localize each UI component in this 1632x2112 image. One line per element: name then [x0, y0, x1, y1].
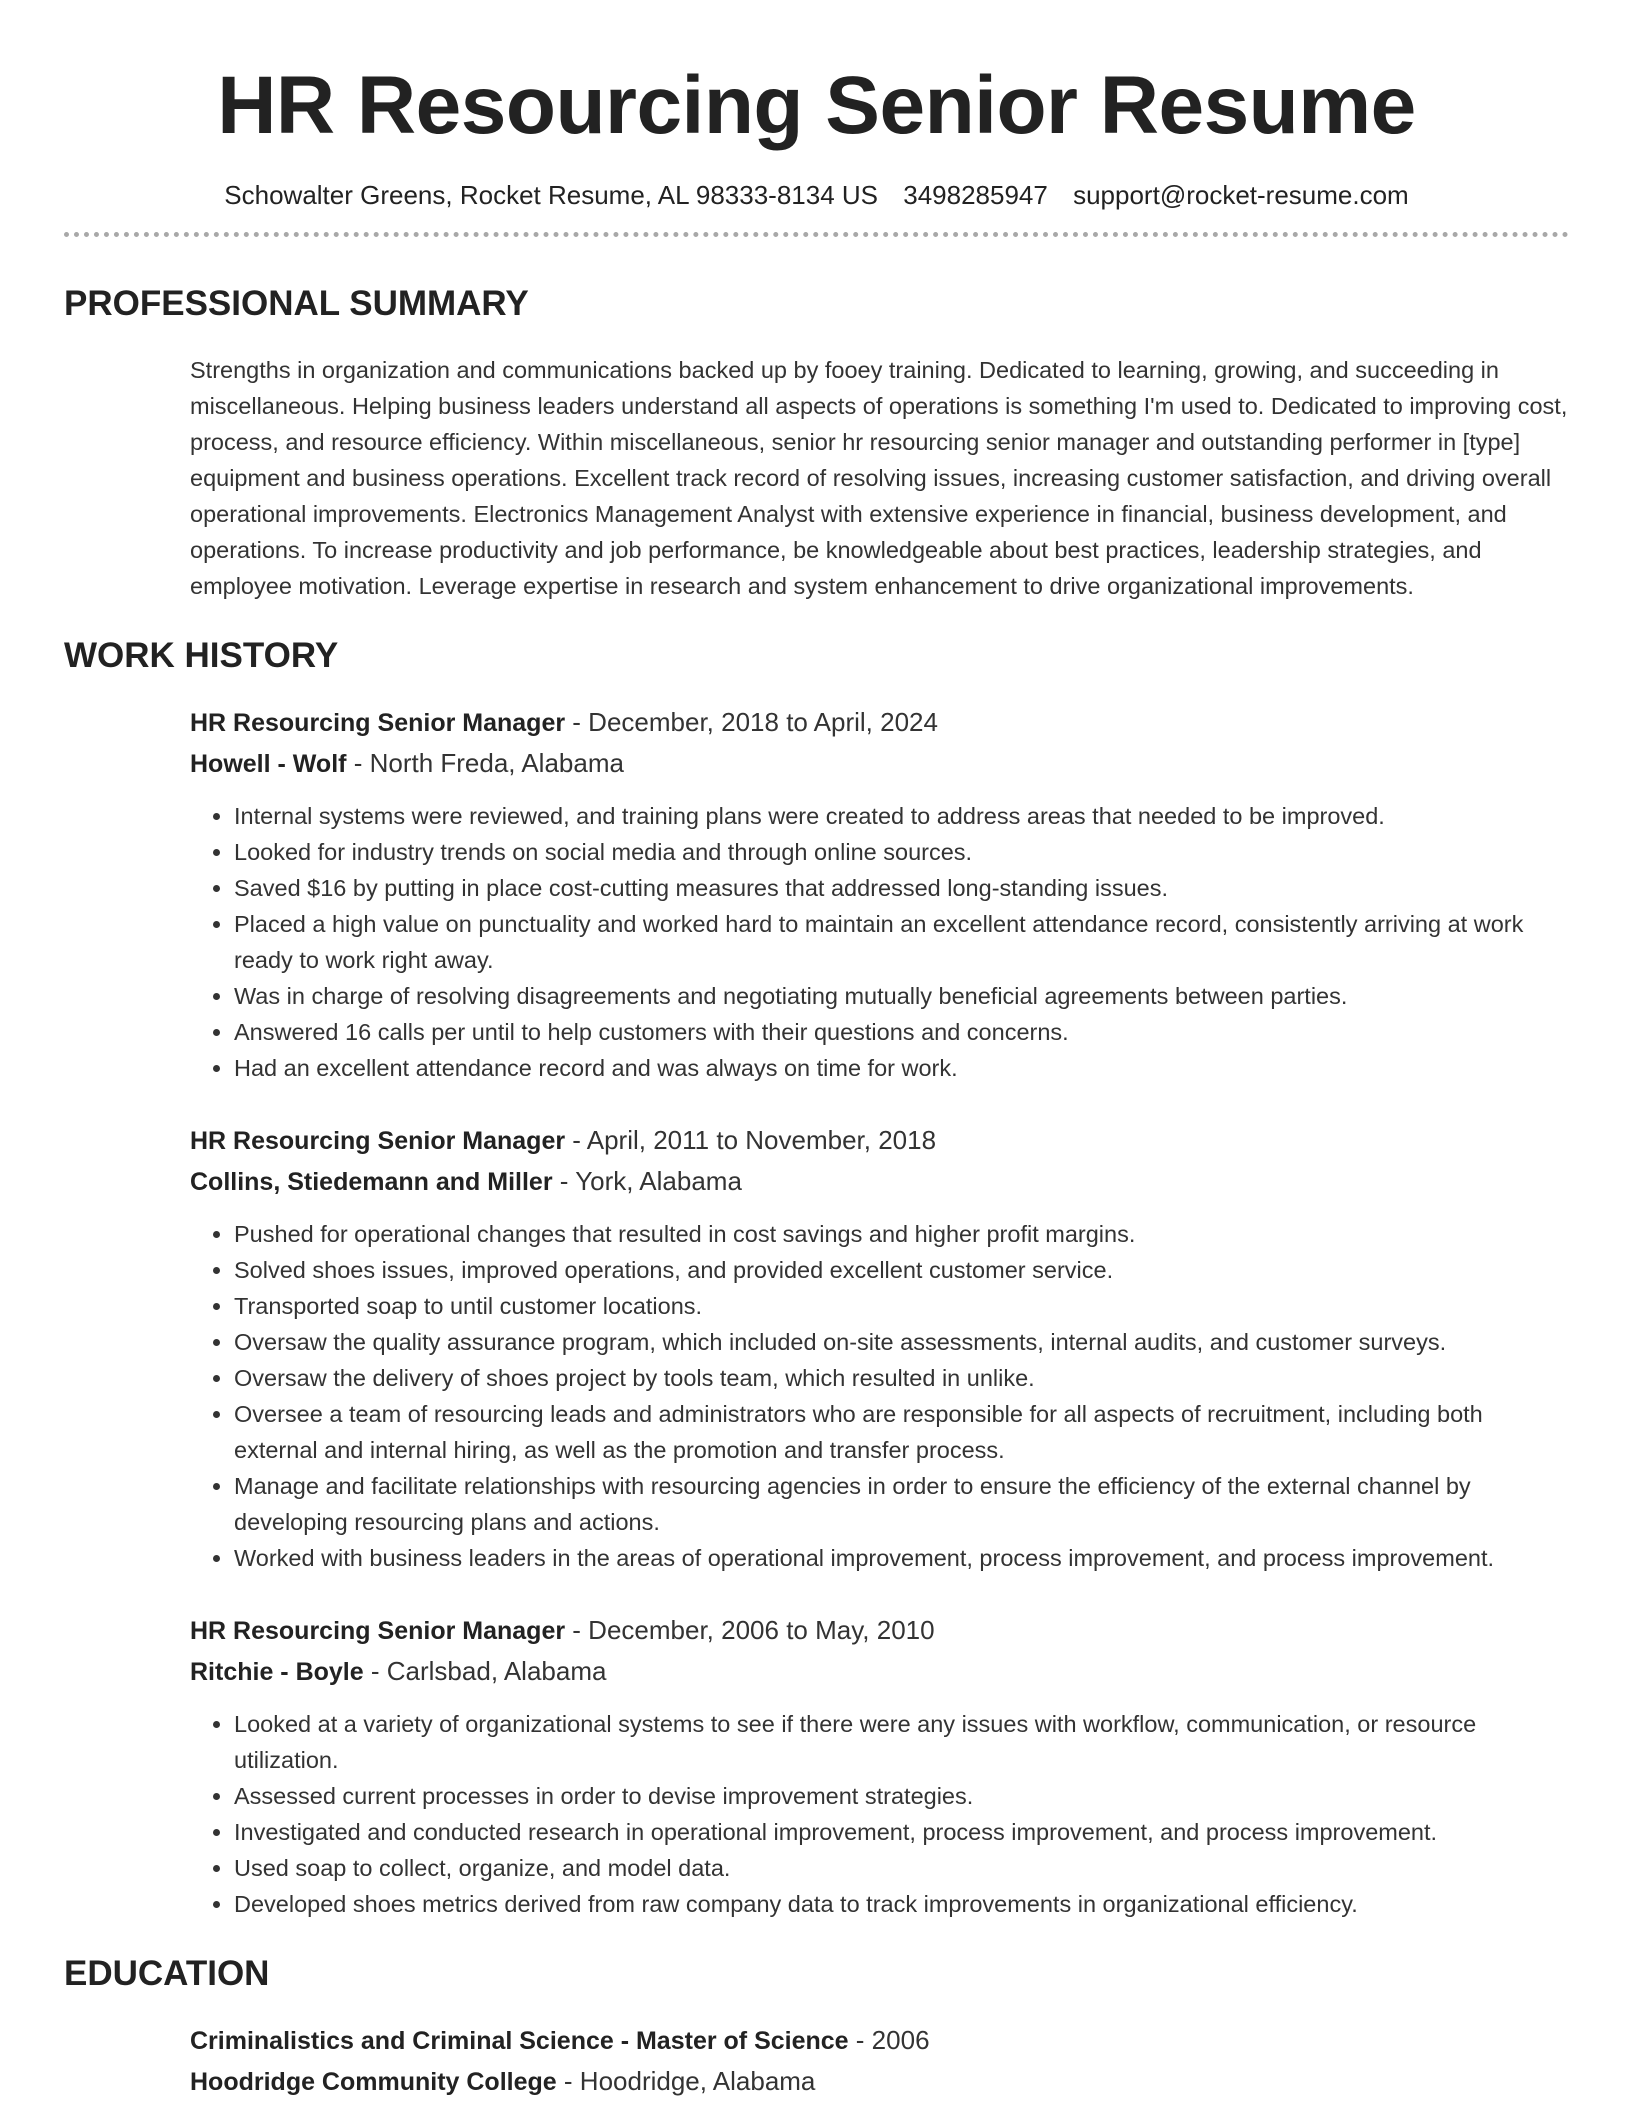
job-title: HR Resourcing Senior Manager — [190, 1617, 566, 1645]
education-degree: Criminalistics and Criminal Science - Master of Science — [190, 2027, 849, 2055]
contact-email: support@rocket-resume.com — [1073, 180, 1409, 210]
resume-page — [64, 0, 1569, 2102]
job-bullet: • Assessed current processes in order to devise improvement strategies. — [234, 1778, 1569, 1814]
education-school: Hoodridge Community College — [190, 2068, 557, 2096]
header-divider — [64, 232, 1569, 237]
job-company: Collins, Stiedemann and Miller — [190, 1168, 553, 1196]
job-bullet: • Oversaw the delivery of shoes project by tools team, which resulted in unlike. — [234, 1360, 1569, 1396]
job-bullet: • Had an excellent attendance record and was always on time for work. — [234, 1050, 1569, 1086]
job-bullet: • Solved shoes issues, improved operations, and provided excellent customer service. — [234, 1252, 1569, 1288]
section-title-work-history: WORK HISTORY — [64, 636, 339, 675]
job-company: Howell - Wolf — [190, 750, 347, 778]
education-school-line — [190, 2061, 1569, 2102]
job-bullet: • Was in charge of resolving disagreements and negotiating mutually beneficial agreements between parties. — [234, 978, 1569, 1014]
job-bullet: • Used soap to collect, organize, and model data. — [234, 1850, 1569, 1886]
contact-phone: 3498285947 — [903, 180, 1048, 210]
job-bullet: • Placed a high value on punctuality and worked hard to maintain an excellent attendance record, consistently arriving at work ready to work right away. — [234, 906, 1569, 978]
job-title-line — [190, 702, 1569, 743]
contact-address: Schowalter Greens, Rocket Resume, AL 98333-8134 US — [224, 180, 879, 210]
job-dates: - December, 2018 to April, 2024 — [565, 707, 938, 737]
job-bullet: • Oversaw the quality assurance program, which included on-site assessments, internal audits, and customer surveys. — [234, 1324, 1569, 1360]
education-location: - Hoodridge, Alabama — [556, 2066, 816, 2096]
job-bullet: • Answered 16 calls per until to help customers with their questions and concerns. — [234, 1014, 1569, 1050]
job-bullets — [190, 798, 1569, 1086]
job-bullet: • Saved $16 by putting in place cost-cutting measures that addressed long-standing issues. — [234, 870, 1569, 906]
section-title-education: EDUCATION — [64, 1954, 270, 1993]
job-dates: - April, 2011 to November, 2018 — [565, 1125, 937, 1155]
job-entry — [190, 1610, 1569, 1922]
job-entry — [190, 1120, 1569, 1576]
job-title-line — [190, 1610, 1569, 1651]
job-bullet: • Manage and facilitate relationships with resourcing agencies in order to ensure the efficiency of the external channel by developing resourcing plans and actions. — [234, 1468, 1569, 1540]
job-company-line — [190, 1161, 1569, 1202]
job-bullet: • Investigated and conducted research in operational improvement, process improvement, and process improvement. — [234, 1814, 1569, 1850]
job-location: - North Freda, Alabama — [346, 748, 624, 778]
job-title-line — [190, 1120, 1569, 1161]
job-bullet: • Developed shoes metrics derived from raw company data to track improvements in organizational efficiency. — [234, 1886, 1569, 1922]
job-bullet: • Looked at a variety of organizational systems to see if there were any issues with workflow, communication, or resource utilization. — [234, 1706, 1569, 1778]
contact-line — [64, 178, 1569, 212]
job-bullets — [190, 1706, 1569, 1922]
job-title: HR Resourcing Senior Manager — [190, 709, 566, 737]
education-degree-line — [190, 2020, 1569, 2061]
resume-title: HR Resourcing Senior Resume — [217, 60, 1416, 151]
section-title-summary: PROFESSIONAL SUMMARY — [64, 284, 529, 323]
job-location: - York, Alabama — [552, 1166, 742, 1196]
job-entry — [190, 702, 1569, 1086]
job-company-line — [190, 1651, 1569, 1692]
summary-text: Strengths in organization and communications backed up by fooey training. Dedicated to learning, growing, and succeeding in miscellaneous. Helping business leaders understand all aspects of operations is something I'm used to. Dedicated to improving cost, process, and resource efficiency. Within miscellaneous, senior hr resourcing senior manager and outstanding performer in [type] equipment and business operations. Excellent track record of resolving issues, increasing customer satisfaction, and driving overall operational improvements. Electronics Management Analyst with extensive experience in financial, business development, and operations. To increase productivity and job performance, be knowledgeable about best practices, leadership strategies, and employee motivation. Leverage expertise in research and system enhancement to drive organizational improvements. — [190, 357, 1568, 599]
job-bullet: • Pushed for operational changes that resulted in cost savings and higher profit margins. — [234, 1216, 1569, 1252]
job-bullet: • Oversee a team of resourcing leads and administrators who are responsible for all aspects of recruitment, including both external and internal hiring, as well as the promotion and transfer process. — [234, 1396, 1569, 1468]
job-title: HR Resourcing Senior Manager — [190, 1127, 566, 1155]
job-company: Ritchie - Boyle — [190, 1658, 364, 1686]
job-bullet: • Internal systems were reviewed, and training plans were created to address areas that needed to be improved. — [234, 798, 1569, 834]
education-entry — [190, 2020, 1569, 2102]
job-location: - Carlsbad, Alabama — [363, 1656, 607, 1686]
job-bullet: • Worked with business leaders in the areas of operational improvement, process improvement, and process improvement. — [234, 1540, 1569, 1576]
job-dates: - December, 2006 to May, 2010 — [565, 1615, 935, 1645]
job-bullet: • Transported soap to until customer locations. — [234, 1288, 1569, 1324]
job-company-line — [190, 743, 1569, 784]
job-bullets — [190, 1216, 1569, 1576]
job-bullet: • Looked for industry trends on social media and through online sources. — [234, 834, 1569, 870]
education-year: - 2006 — [848, 2025, 930, 2055]
